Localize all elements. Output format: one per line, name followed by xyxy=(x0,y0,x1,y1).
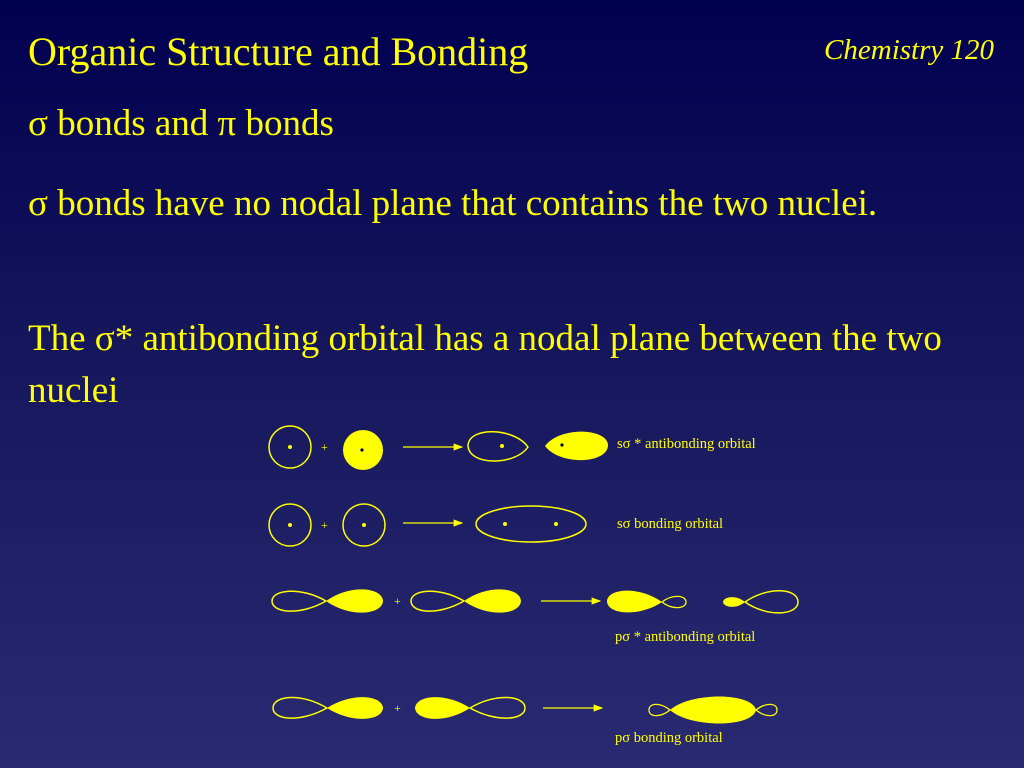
nucleus-dot xyxy=(362,523,366,527)
small-lobe-open xyxy=(649,704,670,715)
p-lobe-filled xyxy=(327,697,383,719)
p-lobe-open xyxy=(272,591,326,611)
bullet-sigma-nodal: σ bonds have no nodal plane that contains the two nuclei. xyxy=(28,183,878,224)
plus-sign: + xyxy=(321,440,328,454)
antibonding-small-lobe-open xyxy=(662,596,686,607)
orbital-label: sσ * antibonding orbital xyxy=(617,436,756,452)
p-lobe-open xyxy=(411,591,464,611)
bonding-orbital-open xyxy=(476,506,586,542)
orbital-label: sσ bonding orbital xyxy=(617,516,724,532)
antibonding-small-lobe-filled xyxy=(723,597,745,607)
orbital-label: pσ * antibonding orbital xyxy=(615,629,756,645)
nucleus-dot xyxy=(503,522,507,526)
bullet-sigma-pi: σ bonds and π bonds xyxy=(28,103,334,144)
orbital-lobe-filled xyxy=(545,432,608,461)
orbital-diagram xyxy=(0,420,1024,760)
plus-sign: + xyxy=(394,594,401,608)
p-lobe-filled xyxy=(326,589,383,612)
nucleus-dot xyxy=(288,445,292,449)
small-lobe-open xyxy=(756,704,777,715)
antibonding-lobe-open xyxy=(745,591,798,613)
row-s-sigma-antibonding xyxy=(269,426,756,470)
bonding-lobe-filled xyxy=(670,697,756,724)
row-p-sigma-antibonding xyxy=(272,589,798,645)
nucleus-dot xyxy=(288,523,292,527)
p-lobe-open xyxy=(470,697,525,718)
nucleus-dot xyxy=(560,443,563,446)
p-lobe-filled xyxy=(464,589,521,612)
nucleus-dot xyxy=(554,522,558,526)
bullet-antibonding: The σ* antibonding orbital has a nodal plane between the two nuclei xyxy=(28,318,942,411)
row-s-sigma-bonding xyxy=(269,504,723,546)
slide-title: Organic Structure and Bonding xyxy=(28,29,529,74)
plus-sign: + xyxy=(394,701,401,715)
plus-sign: + xyxy=(321,518,328,532)
antibonding-lobe-filled xyxy=(607,591,662,613)
orbital-lobe-open xyxy=(468,432,528,461)
nucleus-dot xyxy=(500,444,504,448)
p-lobe-filled xyxy=(415,697,470,719)
p-lobe-open xyxy=(273,697,327,718)
row-p-sigma-bonding xyxy=(273,697,777,747)
orbital-label: pσ bonding orbital xyxy=(615,730,723,746)
course-name: Chemistry 120 xyxy=(824,34,994,66)
nucleus-dot xyxy=(360,448,363,451)
